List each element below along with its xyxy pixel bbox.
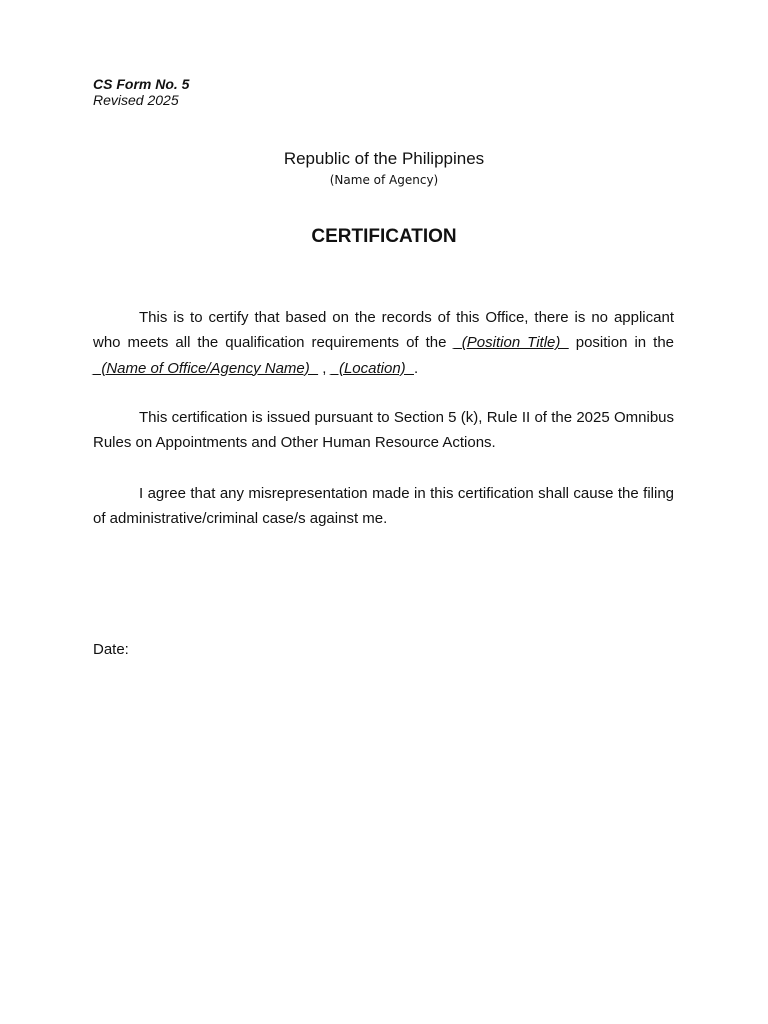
republic-heading: Republic of the Philippines bbox=[283, 149, 485, 168]
legal-basis-text: This certification is issued pursuant to Section 5 (k), Rule II of the 2025 Omnibus Rules on Appointments and Other Human Resource Actions. bbox=[93, 409, 674, 452]
paragraph-separator: , bbox=[318, 359, 331, 377]
document-title: CERTIFICATION bbox=[311, 226, 457, 247]
misrepresentation-paragraph bbox=[93, 481, 674, 532]
misrepresentation-text: I agree that any misrepresentation made in this certification shall cause the filing of administrative/criminal case/s against me. bbox=[93, 485, 674, 528]
office-name-blank: _(Name of Office/Agency Name)_ bbox=[93, 359, 319, 377]
form-revision: Revised 2025 bbox=[93, 92, 179, 108]
legal-basis-paragraph bbox=[93, 405, 674, 456]
certification-paragraph bbox=[93, 305, 674, 381]
date-label: Date: bbox=[93, 641, 129, 658]
agency-placeholder: (Name of Agency) bbox=[329, 173, 439, 187]
location-blank: _(Location)_ bbox=[330, 359, 414, 377]
form-number: CS Form No. 5 bbox=[93, 76, 190, 92]
position-title-blank: _(Position Title)_ bbox=[453, 334, 569, 352]
paragraph-end: . bbox=[414, 359, 419, 377]
paragraph-intro: This is to certify that based on the records of this Office, there is no applicant who meets all the qualification requirements of the bbox=[93, 309, 674, 352]
form-identifier bbox=[93, 76, 189, 108]
paragraph-mid: position in the bbox=[568, 334, 675, 352]
